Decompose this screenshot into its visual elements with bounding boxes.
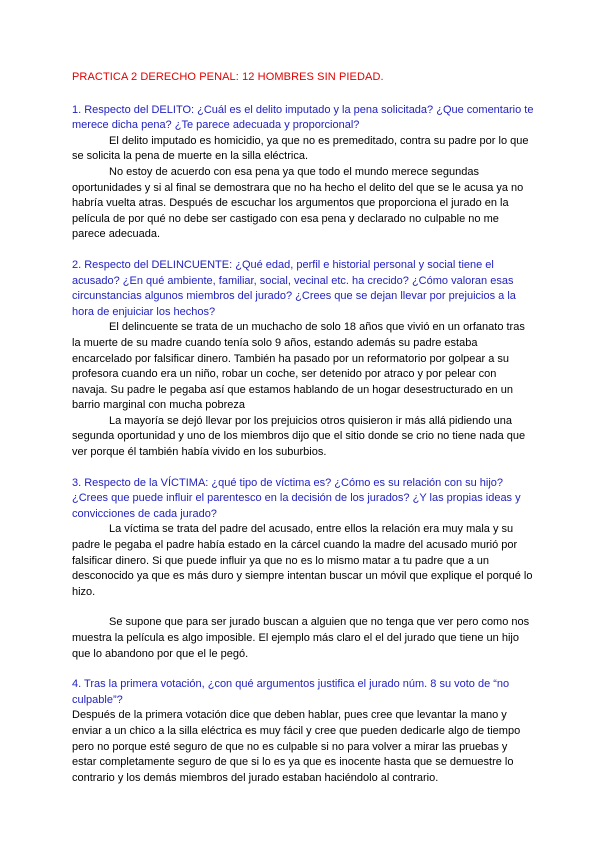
answer-4-paragraph-1: Después de la primera votación dice que deben hablar, pues cree que levantar la mano y enviar a un chico a la silla eléctrica es muy fácil y cree que pueden dedicarle algo de tiempo pero no porque esté seguro de que no es culpable si no para volver a mirar las pruebas y estar completamente seguro de que si lo es ya que es inocente hasta que se demuestre lo contrario y los demás miembros del jurado estaban haciéndolo al contrario. [72,709,521,784]
question-1: 1. Respecto del DELITO: ¿Cuál es el delito imputado y la pena solicitada? ¿Que comentario te merece dicha pena? ¿Te parece adecuada y proporcional? [72,103,534,132]
answer-3-paragraph-2: Se supone que para ser jurado buscan a alguien que no tenga que ver pero como nos muestra la película es algo imposible. El ejemplo más claro el el del jurado que tiene un hijo que lo abandono por que el le pegó. [72,616,530,660]
answer-2-paragraph-1: El delincuente se trata de un muchacho de solo 18 años que vivió en un orfanato tras la muerte de su madre cuando tenía solo 9 años, estando además su padre estaba encarcelado por falsificar dinero. También ha pasado por un reformatorio por golpear a su profesora cuando era un niño, robar un coche, ser detenido por atraco y por pelear con navaja. Su padre le pegaba así que estamos hablando de un hogar desestructurado en un barrio marginal con mucha pobreza [72,321,525,412]
document-title: PRACTICA 2 DERECHO PENAL: 12 HOMBRES SIN PIEDAD. [72,71,384,83]
answer-1-paragraph-2: No estoy de acuerdo con esa pena ya que todo el mundo merece segundas oportunidades y si al final se demostrara que no ha hecho el delito del que se le acusa ya no habría vuelta atras. Después de escuchar los argumentos que proporciona el jurado en la película de por qué no debe ser castigado con esa pena y declarado no culpable no me parece adecuada. [72,165,524,241]
document-page [72,70,534,786]
question-4: 4. Tras la primera votación, ¿con qué argumentos justifica el jurado núm. 8 su voto de “no culpable”? [72,678,510,706]
answer-3-paragraph-1: La víctima se trata del padre del acusado, entre ellos la relación era muy mala y su padre le pegaba el padre había estado en la cárcel cuando la madre del acusado murió por falsificar dinero. Si que puede influir ya que no es lo mismo matar a tu padre que a un desconocido ya que es más duro y siempre intentan buscar un móvil que explique el porqué lo hizo. [72,523,533,598]
question-2: 2. Respecto del DELINCUENTE: ¿Qué edad, perfil e historial personal y social tiene el acusado? ¿En qué ambiente, familiar, social, vecinal etc. ha crecido? ¿Cómo valoran esas circunstancias algunos miembros del jurado? ¿Crees que se dejan llevar por prejuicios a la hora de enjuiciar los hechos? [72,258,516,318]
answer-1-paragraph-1: El delito imputado es homicidio, ya que no es premeditado, contra su padre por lo que se solicita la pena de muerte en la silla eléctrica. [72,134,529,163]
answer-2-paragraph-2: La mayoría se dejó llevar por los prejuicios otros quisieron ir más allá pidiendo una segunda oportunidad y uno de los miembros dijo que el sitio donde se crio no tiene nada que ver porque él también había vivido en los suburbios. [72,414,526,459]
question-3: 3. Respecto de la VÍCTIMA: ¿qué tipo de víctima es? ¿Cómo es su relación con su hijo? ¿Crees que puede influir el parentesco en la decisión de los jurados? ¿Y las propias ideas y convicciones de cada jurado? [72,476,521,520]
